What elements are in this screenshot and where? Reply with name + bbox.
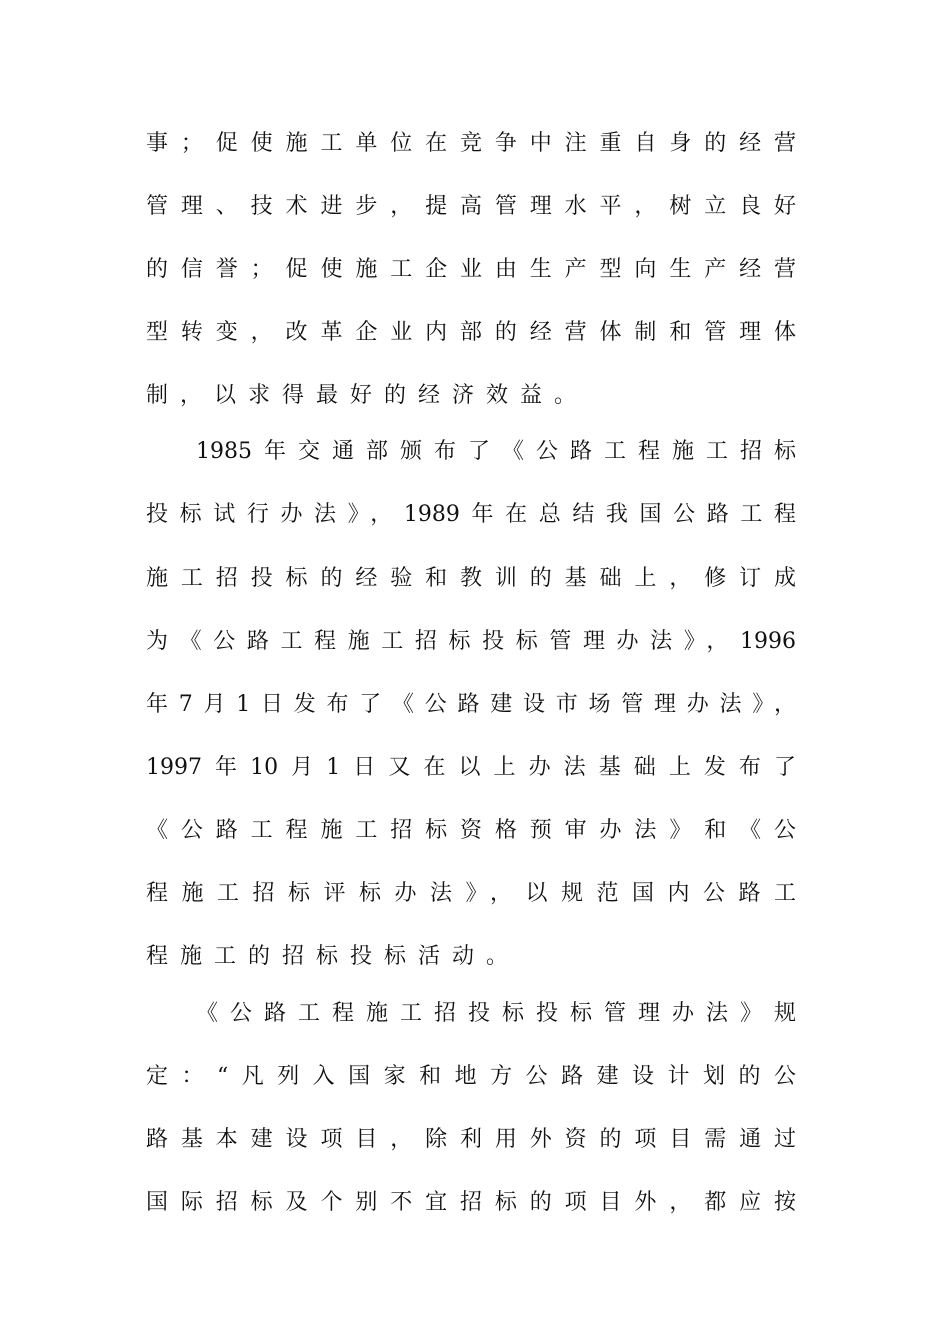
text-line: 路基本建设项目，除利用外资的项目需通过 (146, 1127, 796, 1152)
text-line: 1997年10月1日又在以上办法基础上发布了 (146, 755, 796, 780)
text-line: 国际招标及个别不宜招标的项目外，都应按 (146, 1190, 796, 1215)
text-line: 制，以求得最好的经济效益。 (146, 383, 589, 408)
text-line: 管理、技术进步，提高管理水平，树立良好 (146, 194, 796, 219)
text-line: 年7月1日发布了《公路建设市场管理办法》， (146, 692, 796, 717)
text-line: 施工招投标的经验和教训的基础上，修订成 (146, 566, 796, 591)
text-line: 定：“凡列入国家和地方公路建设计划的公 (146, 1064, 796, 1089)
text-line: 的信誉；促使施工企业由生产型向生产经营 (146, 257, 796, 282)
text-line: 《公路工程施工招标资格预审办法》和《公 (146, 818, 796, 843)
text-line: 程施工招标评标办法》，以规范国内公路工 (146, 881, 796, 906)
text-line: 投标试行办法》，1989年在总结我国公路工程 (146, 502, 796, 527)
text-line: 型转变，改革企业内部的经营体制和管理体 (146, 320, 796, 345)
paragraph-first-line: 《公路工程施工招投标投标管理办法》规 (196, 1001, 796, 1026)
text-line: 为《公路工程施工招标投标管理办法》，1996 (146, 629, 796, 654)
text-line: 事；促使施工单位在竞争中注重自身的经营 (146, 131, 796, 156)
paragraph-first-line: 1985年交通部颁布了《公路工程施工招标 (196, 439, 796, 464)
text-line: 程施工的招标投标活动。 (146, 944, 521, 969)
